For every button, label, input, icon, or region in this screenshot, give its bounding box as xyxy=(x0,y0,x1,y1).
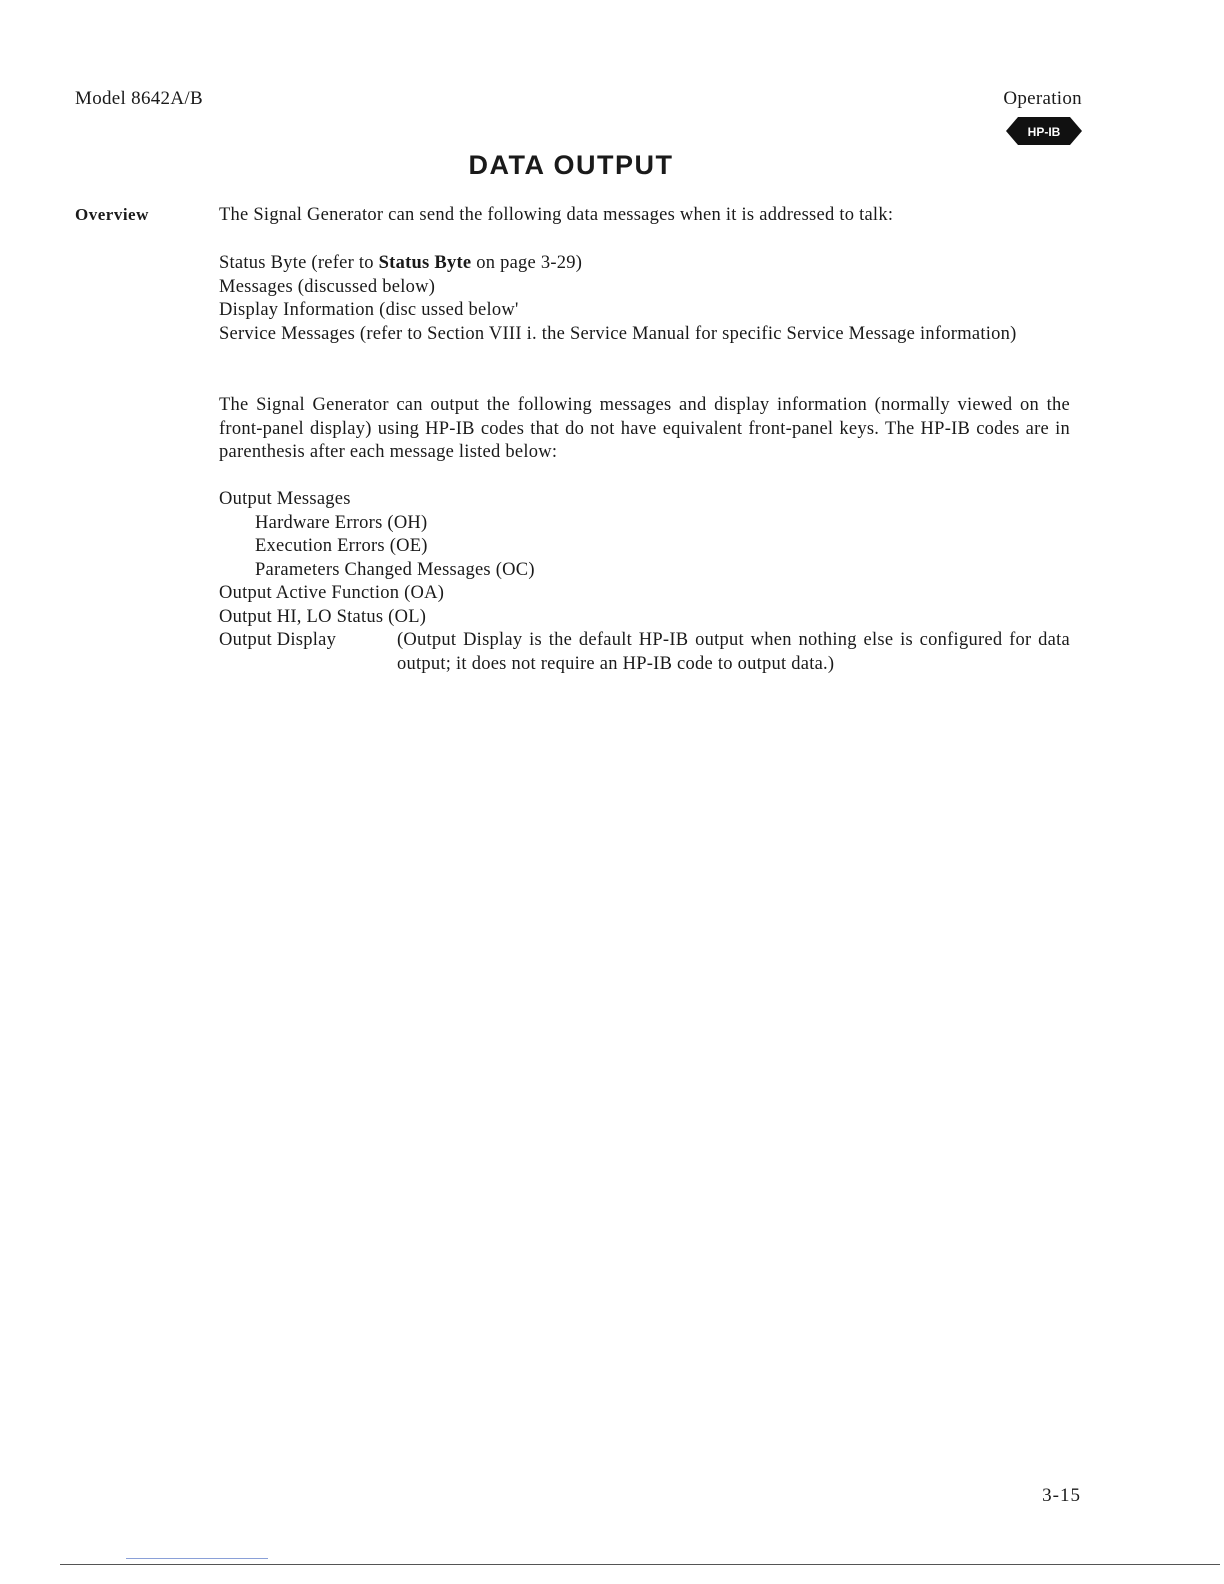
list-item-messages: Messages (discussed below) xyxy=(219,276,436,297)
output-display-description: (Output Display is the default HP-IB output when nothing else is configured for data output; it does not require an HP-IB code to output data.) xyxy=(397,630,1070,674)
list-item-output-messages: Output Messages xyxy=(219,489,351,509)
intro-text: The Signal Generator can send the following data messages when it is addressed to talk: xyxy=(219,205,894,225)
list-item-hardware-errors: Hardware Errors (OH) xyxy=(255,512,428,533)
list-item-execution-errors: Execution Errors (OE) xyxy=(255,536,428,556)
output-paragraph: The Signal Generator can output the following messages and display information (normally viewed on the front-panel display) using HP-IB codes that do not have equivalent front-panel keys. The HP-IB codes are in parenthesis after each message listed below: xyxy=(219,395,1070,462)
output-list xyxy=(219,488,1070,676)
hp-ib-badge-icon xyxy=(1006,116,1082,146)
list-item-output-display xyxy=(219,629,1070,676)
data-message-list xyxy=(219,252,1070,346)
side-label-overview: Overview xyxy=(75,205,149,224)
list-item-active-function: Output Active Function (OA) xyxy=(219,583,445,603)
section-header: Operation xyxy=(1003,88,1082,109)
status-byte-prefix: Status Byte (refer to xyxy=(219,253,379,273)
list-item-parameters-changed: Parameters Changed Messages (OC) xyxy=(255,559,535,580)
output-display-label: Output Display xyxy=(219,630,337,650)
list-item-service-messages: Service Messages (refer to Section VIII i. the Service Manual for specific Service Message information) xyxy=(219,323,1017,344)
list-item-hilo-status: Output HI, LO Status (OL) xyxy=(219,606,427,627)
badge-label: HP-IB xyxy=(1027,125,1061,139)
footer-accent-line xyxy=(126,1558,268,1559)
status-byte-suffix: on page 3-29) xyxy=(471,253,583,273)
page-number: 3-15 xyxy=(1042,1485,1081,1506)
footer-rule xyxy=(60,1564,1220,1565)
page-title: DATA OUTPUT xyxy=(468,150,674,180)
status-byte-link-text: Status Byte xyxy=(378,253,472,273)
list-item-status-byte xyxy=(219,252,1070,276)
model-header: Model 8642A/B xyxy=(75,88,203,109)
list-item-display-info: Display Information (disc ussed below' xyxy=(219,300,519,320)
